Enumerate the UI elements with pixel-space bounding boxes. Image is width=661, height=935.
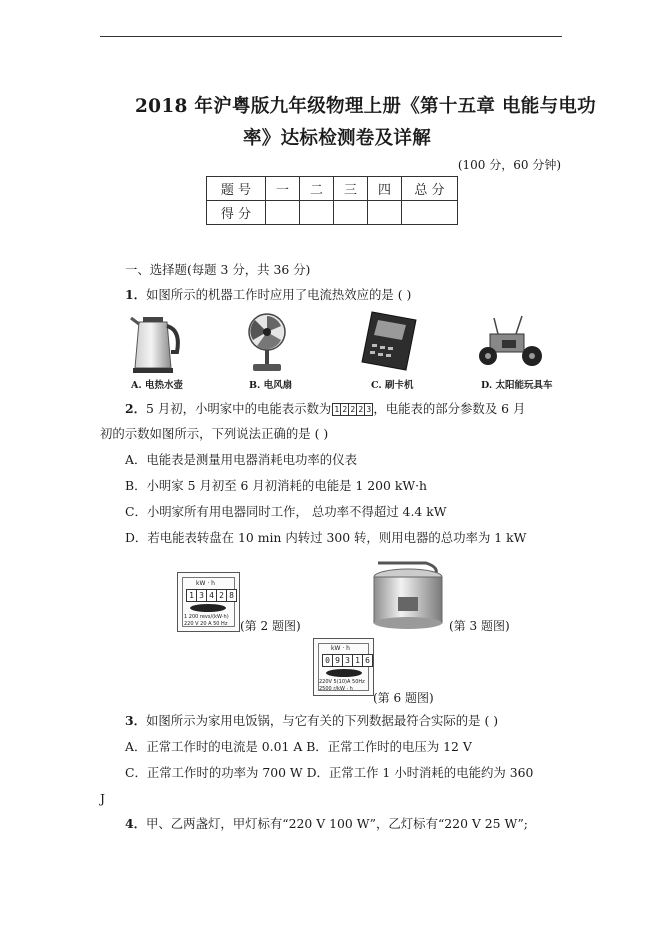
meter-rating: 1 200 revs/(kW·h) (184, 614, 229, 620)
meter-reading-digits (332, 403, 372, 416)
digit: 2 (356, 403, 365, 416)
digit: 1 (332, 403, 341, 416)
question-2 (125, 401, 525, 417)
option-d: D．若电能表转盘在 10 min 内转过 300 转，则用电器的总功率为 1 kW (125, 530, 527, 545)
meter-spec: 220 V 20 A 50 Hz (184, 621, 228, 627)
question-number: 1． (125, 287, 147, 302)
meter-unit: kW · h (331, 645, 350, 652)
question-text-continued: 初的示数如图所示，下列说法正确的是 ( ) (100, 426, 329, 441)
question-number: 2． (125, 401, 147, 416)
score-time-note: (100 分，60 分钟) (457, 158, 561, 172)
meter-digits (322, 654, 372, 667)
score-header-cell: 总 分 (402, 177, 458, 201)
option-d-unit: J (100, 791, 105, 806)
score-cell (300, 201, 334, 225)
card-reader-image (358, 310, 420, 374)
score-cell (266, 201, 300, 225)
question-text: ，电能表的部分参数及 6 月 (373, 401, 526, 416)
digit: 3 (364, 403, 373, 416)
digit: 9 (332, 654, 343, 667)
score-header-cell: 四 (368, 177, 402, 201)
digit: 1 (352, 654, 363, 667)
question-text: 甲、乙两盏灯，甲灯标有“220 V 100 W”，乙灯标有“220 V 25 W”; (146, 816, 528, 831)
options-c-d: C．正常工作时的功率为 700 W D．正常工作 1 小时消耗的电能约为 360 (125, 765, 534, 780)
score-cell (402, 201, 458, 225)
digit: 4 (206, 589, 217, 602)
digit: 6 (362, 654, 373, 667)
question-text: 如图所示的机器工作时应用了电流热效应的是 ( ) (146, 287, 412, 302)
score-table-header-row (207, 177, 458, 201)
digit: 3 (196, 589, 207, 602)
option-c: C．小明家所有用电器同时工作， 总功率不得超过 4.4 kW (125, 504, 447, 519)
digit: 0 (322, 654, 333, 667)
meter-disc-icon (324, 668, 364, 678)
meter-disc-icon (188, 603, 228, 613)
score-table-score-row (207, 201, 458, 225)
rice-cooker-image (368, 553, 448, 631)
top-rule (100, 36, 562, 37)
score-cell (368, 201, 402, 225)
digit: 2 (216, 589, 227, 602)
section-heading: 一、选择题(每题 3 分，共 36 分) (125, 262, 311, 277)
score-row-label: 得 分 (207, 201, 266, 225)
score-table (206, 176, 458, 225)
options-a-b: A．正常工作时的电流是 0.01 A B．正常工作时的电压为 12 V (125, 739, 472, 754)
digit: 8 (226, 589, 237, 602)
score-header-cell: 三 (334, 177, 368, 201)
fan-image (243, 312, 291, 374)
page-title-line1: 2018 年沪粤版九年级物理上册《第十五章 电能与电功 (135, 96, 596, 117)
question-number: 3． (125, 713, 147, 728)
score-header-cell: 题 号 (207, 177, 266, 201)
option-caption: C. 刷卡机 (371, 380, 414, 391)
meter-rating: 220V 5(10)A 50Hz (319, 679, 365, 685)
score-cell (334, 201, 368, 225)
digit: 1 (186, 589, 197, 602)
meter-digits (186, 589, 236, 602)
question-text: 5 月初，小明家中的电能表示数为 (146, 401, 332, 416)
question-4 (125, 816, 528, 832)
option-b: B．小明家 5 月初至 6 月初消耗的电能是 1 200 kW·h (125, 478, 427, 493)
meter-spec: 2500 r/kW · h (319, 686, 353, 692)
electric-meter-figure (313, 638, 374, 696)
question-text: 如图所示为家用电饭锅，与它有关的下列数据最符合实际的是 ( ) (146, 713, 499, 728)
option-a: A．电能表是测量用电器消耗电功率的仪表 (125, 452, 357, 467)
meter-unit: kW · h (196, 580, 215, 587)
figure-caption: (第 6 题图) (373, 691, 434, 705)
option-caption: B. 电风扇 (249, 380, 293, 391)
digit: 2 (348, 403, 357, 416)
score-header-cell: 二 (300, 177, 334, 201)
digit: 3 (342, 654, 353, 667)
option-caption: A. 电热水壶 (131, 380, 183, 391)
figure-caption: (第 2 题图) (240, 619, 301, 633)
digit: 2 (340, 403, 349, 416)
electric-meter-figure (177, 572, 240, 632)
score-header-cell: 一 (266, 177, 300, 201)
question-3 (125, 713, 498, 729)
question-1 (125, 287, 411, 303)
page-title-line2: 率》达标检测卷及详解 (243, 128, 432, 149)
figure-caption: (第 3 题图) (449, 619, 510, 633)
option-caption: D. 太阳能玩具车 (481, 380, 553, 391)
question-number: 4． (125, 816, 147, 831)
solar-toy-car-image (476, 312, 548, 372)
kettle-image (127, 312, 183, 374)
